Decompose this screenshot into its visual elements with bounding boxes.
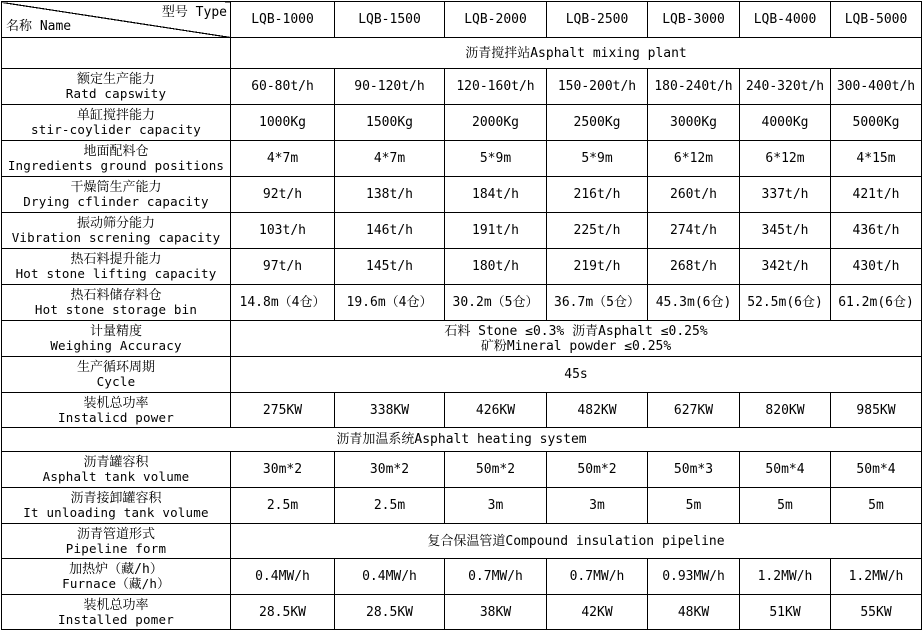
section-row-heating [2, 428, 922, 452]
weighing-line-2: 矿粉Mineral powder ≤0.25% [480, 338, 672, 354]
cycle-value: 45s [231, 357, 922, 393]
table-cell: 138t/h [335, 177, 445, 213]
table-cell: 50m*2 [547, 452, 648, 488]
table-cell: 145t/h [335, 249, 445, 285]
table-cell: 42KW [547, 595, 648, 630]
table-cell: 52.5m(6仓) [740, 285, 831, 321]
row-label-cn: 沥青管道形式 [76, 526, 155, 542]
row-label-cn: 振动筛分能力 [76, 216, 155, 231]
table-cell: 51KW [740, 595, 831, 630]
table-cell: 426KW [445, 393, 547, 428]
table-cell: 50m*4 [831, 452, 922, 488]
row-label [2, 357, 231, 393]
table-row [2, 141, 922, 177]
table-cell: 5*9m [547, 141, 648, 177]
table-cell: 342t/h [740, 249, 831, 285]
table-cell: 5m [831, 488, 922, 524]
row-label [2, 452, 231, 488]
table-cell: 28.5KW [335, 595, 445, 630]
table-cell: 219t/h [547, 249, 648, 285]
row-label-en: Instalicd power [58, 409, 174, 425]
row-label-en: Furnace（藏/h） [62, 576, 170, 591]
header-row [2, 2, 922, 38]
table-cell: 436t/h [831, 213, 922, 249]
table-row-cycle [2, 357, 922, 393]
table-cell: 4*7m [231, 141, 335, 177]
row-label-en: Vibration screning capacity [11, 230, 221, 245]
row-label-cn: 热石料储存料仓 [70, 288, 162, 303]
row-label [2, 177, 231, 213]
row-label-cn: 地面配料仓 [83, 144, 149, 159]
table-cell: 4*15m [831, 141, 922, 177]
row-label-en: Asphalt tank volume [42, 469, 190, 484]
table-cell: 421t/h [831, 177, 922, 213]
row-label [2, 141, 231, 177]
row-label-cn: 沥青罐容积 [83, 455, 149, 470]
row-label-en: It unloading tank volume [23, 505, 209, 520]
row-label-en: Ingredients ground positions [7, 158, 225, 173]
table-row [2, 105, 922, 141]
table-cell: 2000Kg [445, 105, 547, 141]
table-cell: 337t/h [740, 177, 831, 213]
row-label-en: Hot stone storage bin [34, 302, 198, 317]
table-cell: 820KW [740, 393, 831, 428]
model-header: LQB-4000 [740, 2, 831, 38]
table-cell: 92t/h [231, 177, 335, 213]
table-cell: 5m [648, 488, 740, 524]
table-row [2, 559, 922, 595]
table-cell: 985KW [831, 393, 922, 428]
table-row [2, 249, 922, 285]
table-cell: 48KW [648, 595, 740, 630]
pipeline-value: 复合保温管道Compound insulation pipeline [231, 524, 922, 559]
row-label-cn: 生产循环周期 [76, 360, 155, 375]
table-cell: 5*9m [445, 141, 547, 177]
table-cell: 4000Kg [740, 105, 831, 141]
row-label [2, 393, 231, 428]
table-cell: 2.5m [231, 488, 335, 524]
table-cell: 1000Kg [231, 105, 335, 141]
table-cell: 180t/h [445, 249, 547, 285]
table-cell: 4*7m [335, 141, 445, 177]
table-row-power [2, 393, 922, 428]
model-header: LQB-3000 [648, 2, 740, 38]
table-cell: 120-160t/h [445, 69, 547, 105]
row-label-cn: 装机总功率 [83, 597, 149, 613]
table-row [2, 69, 922, 105]
table-row [2, 452, 922, 488]
table-cell: 50m*3 [648, 452, 740, 488]
table-row [2, 213, 922, 249]
table-cell: 103t/h [231, 213, 335, 249]
table-cell: 260t/h [648, 177, 740, 213]
row-label-en: Hot stone lifting capacity [15, 266, 217, 281]
section-title-mixing: 沥青搅拌站Asphalt mixing plant [231, 38, 922, 69]
table-cell: 3m [547, 488, 648, 524]
table-cell: 3m [445, 488, 547, 524]
table-cell: 30m*2 [335, 452, 445, 488]
table-cell: 1500Kg [335, 105, 445, 141]
table-cell: 216t/h [547, 177, 648, 213]
table-cell: 150-200t/h [547, 69, 648, 105]
row-label [2, 488, 231, 524]
table-cell: 180-240t/h [648, 69, 740, 105]
row-label [2, 249, 231, 285]
table-cell: 14.8m（4仓） [231, 285, 335, 321]
table-cell: 482KW [547, 393, 648, 428]
table-cell: 0.7MW/h [547, 559, 648, 595]
model-type-label: 型号 Type [161, 5, 227, 20]
row-label-cn: 干燥筒生产能力 [70, 180, 162, 195]
row-label [2, 213, 231, 249]
heating-rows [2, 452, 922, 524]
table-cell: 61.2m(6仓) [831, 285, 922, 321]
row-label-cn: 计量精度 [89, 324, 142, 339]
table-cell: 5000Kg [831, 105, 922, 141]
weighing-value [231, 321, 922, 357]
model-header: LQB-1500 [335, 2, 445, 38]
table-cell: 0.4MW/h [335, 559, 445, 595]
table-row [2, 488, 922, 524]
model-header: LQB-2000 [445, 2, 547, 38]
table-cell: 1.2MW/h [740, 559, 831, 595]
table-cell: 0.93MW/h [648, 559, 740, 595]
table-cell: 19.6m（4仓） [335, 285, 445, 321]
table-cell: 30.2m（5仓） [445, 285, 547, 321]
table-cell: 55KW [831, 595, 922, 630]
table-cell: 45.3m(6仓) [648, 285, 740, 321]
row-label-en: stir-coylider capacity [31, 122, 201, 137]
row-label-en: Weighing Accuracy [50, 338, 182, 353]
table-cell: 30m*2 [231, 452, 335, 488]
table-cell: 300-400t/h [831, 69, 922, 105]
corner-header-cell [2, 2, 231, 38]
table-row [2, 595, 922, 630]
row-label-en: Drying cflinder capacity [23, 194, 209, 209]
weighing-line-1: 石料 Stone ≤0.3% 沥青Asphalt ≤0.25% [444, 323, 708, 339]
table-cell: 36.7m（5仓） [547, 285, 648, 321]
table-cell: 240-320t/h [740, 69, 831, 105]
model-header: LQB-1000 [231, 2, 335, 38]
table-cell: 60-80t/h [231, 69, 335, 105]
row-label-en: Pipeline form [65, 540, 167, 556]
table-cell: 274t/h [648, 213, 740, 249]
table-cell: 50m*4 [740, 452, 831, 488]
heating-rows-2 [2, 559, 922, 630]
section-title-heating: 沥青加温系统Asphalt heating system [2, 428, 922, 452]
table-row-pipeline [2, 524, 922, 559]
model-header: LQB-2500 [547, 2, 648, 38]
row-label [2, 524, 231, 559]
table-cell: 275KW [231, 393, 335, 428]
table-cell: 627KW [648, 393, 740, 428]
name-label: 名称 Name [6, 19, 72, 34]
table-cell: 2.5m [335, 488, 445, 524]
table-cell: 28.5KW [231, 595, 335, 630]
spec-table [1, 1, 922, 630]
table-cell: 38KW [445, 595, 547, 630]
row-label [2, 105, 231, 141]
row-label [2, 69, 231, 105]
row-label-cn: 热石料提升能力 [70, 252, 162, 267]
row-label-en: Cycle [96, 374, 136, 389]
row-label [2, 595, 231, 630]
table-cell: 6*12m [740, 141, 831, 177]
table-cell: 184t/h [445, 177, 547, 213]
model-header: LQB-5000 [831, 2, 922, 38]
table-cell: 268t/h [648, 249, 740, 285]
table-cell: 2500Kg [547, 105, 648, 141]
row-label [2, 321, 231, 357]
mixing-rows [2, 69, 922, 321]
section-row-mixing [2, 38, 922, 69]
row-label [2, 559, 231, 595]
row-label [2, 285, 231, 321]
table-row [2, 285, 922, 321]
row-label-en: Ratd capswity [65, 86, 167, 101]
table-cell: 1.2MW/h [831, 559, 922, 595]
table-cell: 338KW [335, 393, 445, 428]
row-label-cn: 加热炉（藏/h） [69, 562, 163, 577]
table-cell: 146t/h [335, 213, 445, 249]
table-row [2, 177, 922, 213]
row-label-cn: 装机总功率 [83, 395, 149, 411]
table-cell: 430t/h [831, 249, 922, 285]
table-cell: 225t/h [547, 213, 648, 249]
row-label-cn: 额定生产能力 [76, 72, 155, 87]
table-cell: 50m*2 [445, 452, 547, 488]
table-cell: 97t/h [231, 249, 335, 285]
row-label-en: Installed pomer [58, 611, 174, 627]
row-label-cn: 沥青接卸罐容积 [70, 491, 162, 506]
table-row-weighing [2, 321, 922, 357]
table-cell: 0.4MW/h [231, 559, 335, 595]
row-label-cn: 单缸搅拌能力 [76, 108, 155, 123]
table-cell: 90-120t/h [335, 69, 445, 105]
table-cell: 3000Kg [648, 105, 740, 141]
table-cell: 345t/h [740, 213, 831, 249]
table-cell: 5m [740, 488, 831, 524]
table-cell: 6*12m [648, 141, 740, 177]
table-cell: 0.7MW/h [445, 559, 547, 595]
table-cell: 191t/h [445, 213, 547, 249]
